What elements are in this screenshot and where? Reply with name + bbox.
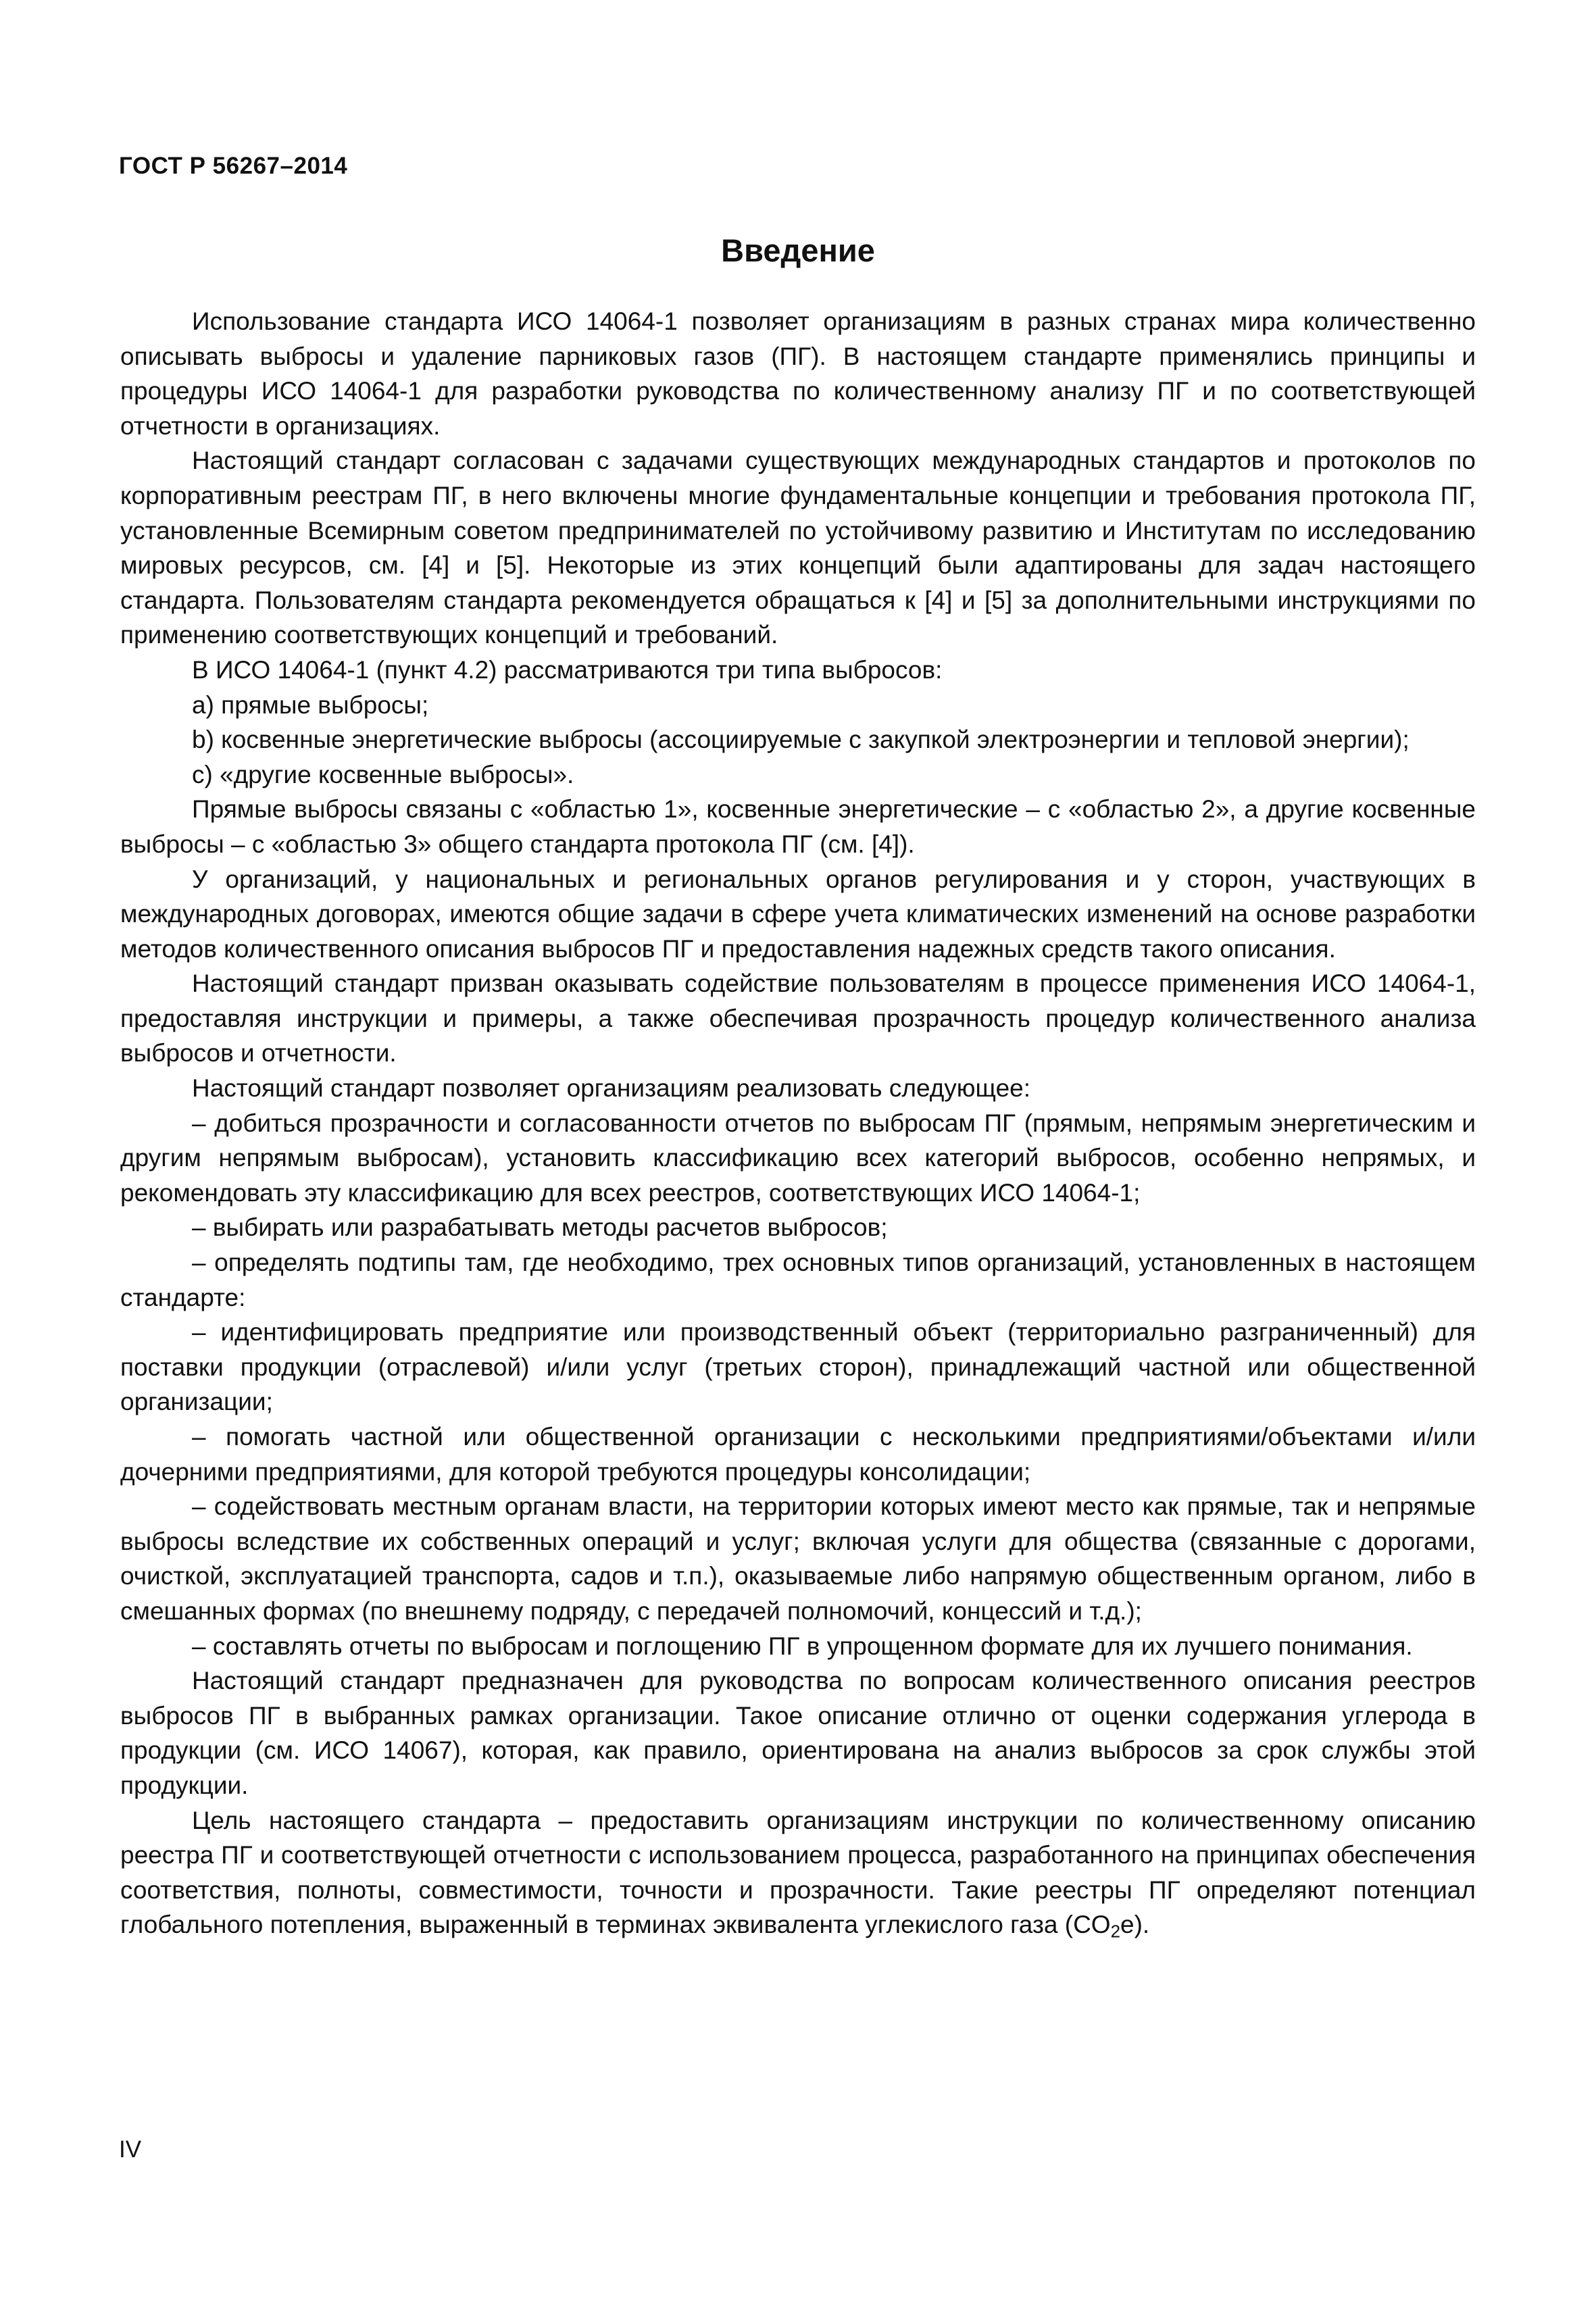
list-item: – определять подтипы там, где необходимо, трех основных типов организаций, установленных в настоящем стандарте:: [120, 1249, 1476, 1311]
list-item: – выбирать или разрабатывать методы расчетов выбросов;: [192, 1213, 888, 1242]
body-text: [120, 304, 1476, 1942]
list-item: c) «другие косвенные выбросы».: [192, 760, 574, 788]
list-item: – идентифицировать предприятие или производственный объект (территориально разграниченный) для поставки продукции (отраслевой) и/или услуг (третьих сторон), принадлежащий частной или общественной организации;: [120, 1318, 1476, 1416]
final-paragraph-text: Цель настоящего стандарта – предоставить организациям инструкции по количественному описанию реестра ПГ и соответствующей отчетности с использованием процесса, разработанного на принципах обеспечения соответствия, полноты, совместимости, точности и прозрачности. Такие реестры ПГ определяют потенциал глобального потепления, выраженный в терминах эквивалента углекислого газа (CO: [120, 1806, 1476, 1939]
paragraph: Настоящий стандарт согласован с задачами существующих международных стандартов и протоколов по корпоративным реестрам ПГ, в него включены многие фундаментальные концепции и требования протокола ПГ, установленные Всемирным советом предпринимателей по устойчивому развитию и Институтам по исследованию мировых ресурсов, см. [4] и [5]. Некоторые из этих концепций были адаптированы для задач настоящего стандарта. Пользователям стандарта рекомендуется обращаться к [4] и [5] за дополнительными инструкциями по применению соответствующих концепций и требований.: [120, 447, 1476, 649]
paragraph: Настоящий стандарт предназначен для руководства по вопросам количественного описания реестров выбросов ПГ в выбранных рамках организации. Такое описание отлично от оценки содержания углерода в продукции (см. ИСО 14067), которая, как правило, ориентирована на анализ выбросов за срок службы этой продукции.: [120, 1667, 1476, 1799]
list-item: b) косвенные энергетические выбросы (ассоциируемые с закупкой электроэнергии и тепловой энергии);: [192, 726, 1410, 754]
list-item: – помогать частной или общественной организации с несколькими предприятиями/объектами и/или дочерними предприятиями, для которой требуются процедуры консолидации;: [120, 1423, 1476, 1486]
page-number: IV: [119, 2136, 142, 2163]
paragraph: Настоящий стандарт призван оказывать содействие пользователям в процессе применения ИСО 14064-1, предоставляя инструкции и примеры, а также обеспечивая прозрачность процедур количественного анализа выбросов и отчетности.: [120, 970, 1476, 1067]
list-item: – содействовать местным органам власти, на территории которых имеют место как прямые, так и непрямые выбросы вследствие их собственных операций и услуг; включая услуги для общества (связанные с дорогами, очисткой, эксплуатацией транспорта, садов и т.п.), оказываемые либо напрямую общественным органом, либо в смешанных формах (по внешнему подряду, с передачей полномочий, концессий и т.д.);: [120, 1492, 1476, 1625]
paragraph: Прямые выбросы связаны с «областью 1», косвенные энергетические – с «областью 2», а другие косвенные выбросы – с «областью 3» общего стандарта протокола ПГ (см. [4]).: [120, 795, 1476, 858]
list-item: – добиться прозрачности и согласованности отчетов по выбросам ПГ (прямым, непрямым энергетическим и другим непрямым выбросам), установить классификацию всех категорий выбросов, особенно непрямых, и рекомендовать эту классификацию для всех реестров, соответствующих ИСО 14064-1;: [120, 1109, 1476, 1207]
section-title: Введение: [721, 232, 875, 268]
co2-subscript: 2: [1110, 1922, 1120, 1942]
paragraph-final: [120, 1803, 1476, 1942]
paragraph: Использование стандарта ИСО 14064-1 позволяет организациям в разных странах мира количественно описывать выбросы и удаление парниковых газов (ПГ). В настоящем стандарте применялись принципы и процедуры ИСО 14064-1 для разработки руководства по количественному анализу ПГ и по соответствующей отчетности в организациях.: [120, 307, 1476, 440]
paragraph: Настоящий стандарт позволяет организациям реализовать следующее:: [192, 1074, 1031, 1103]
list-item: – составлять отчеты по выбросам и поглощению ПГ в упрощенном формате для их лучшего понимания.: [192, 1632, 1413, 1660]
paragraph: У организаций, у национальных и региональных органов регулирования и у сторон, участвующих в международных договорах, имеются общие задачи в сфере учета климатических изменений на основе разработки методов количественного описания выбросов ПГ и предоставления надежных средств такого описания.: [120, 865, 1476, 963]
final-paragraph-suffix: e).: [1120, 1911, 1150, 1939]
list-item: a) прямые выбросы;: [192, 690, 429, 719]
paragraph: В ИСО 14064-1 (пункт 4.2) рассматриваются три типа выбросов:: [192, 655, 943, 684]
document-code: ГОСТ Р 56267–2014: [119, 153, 348, 179]
